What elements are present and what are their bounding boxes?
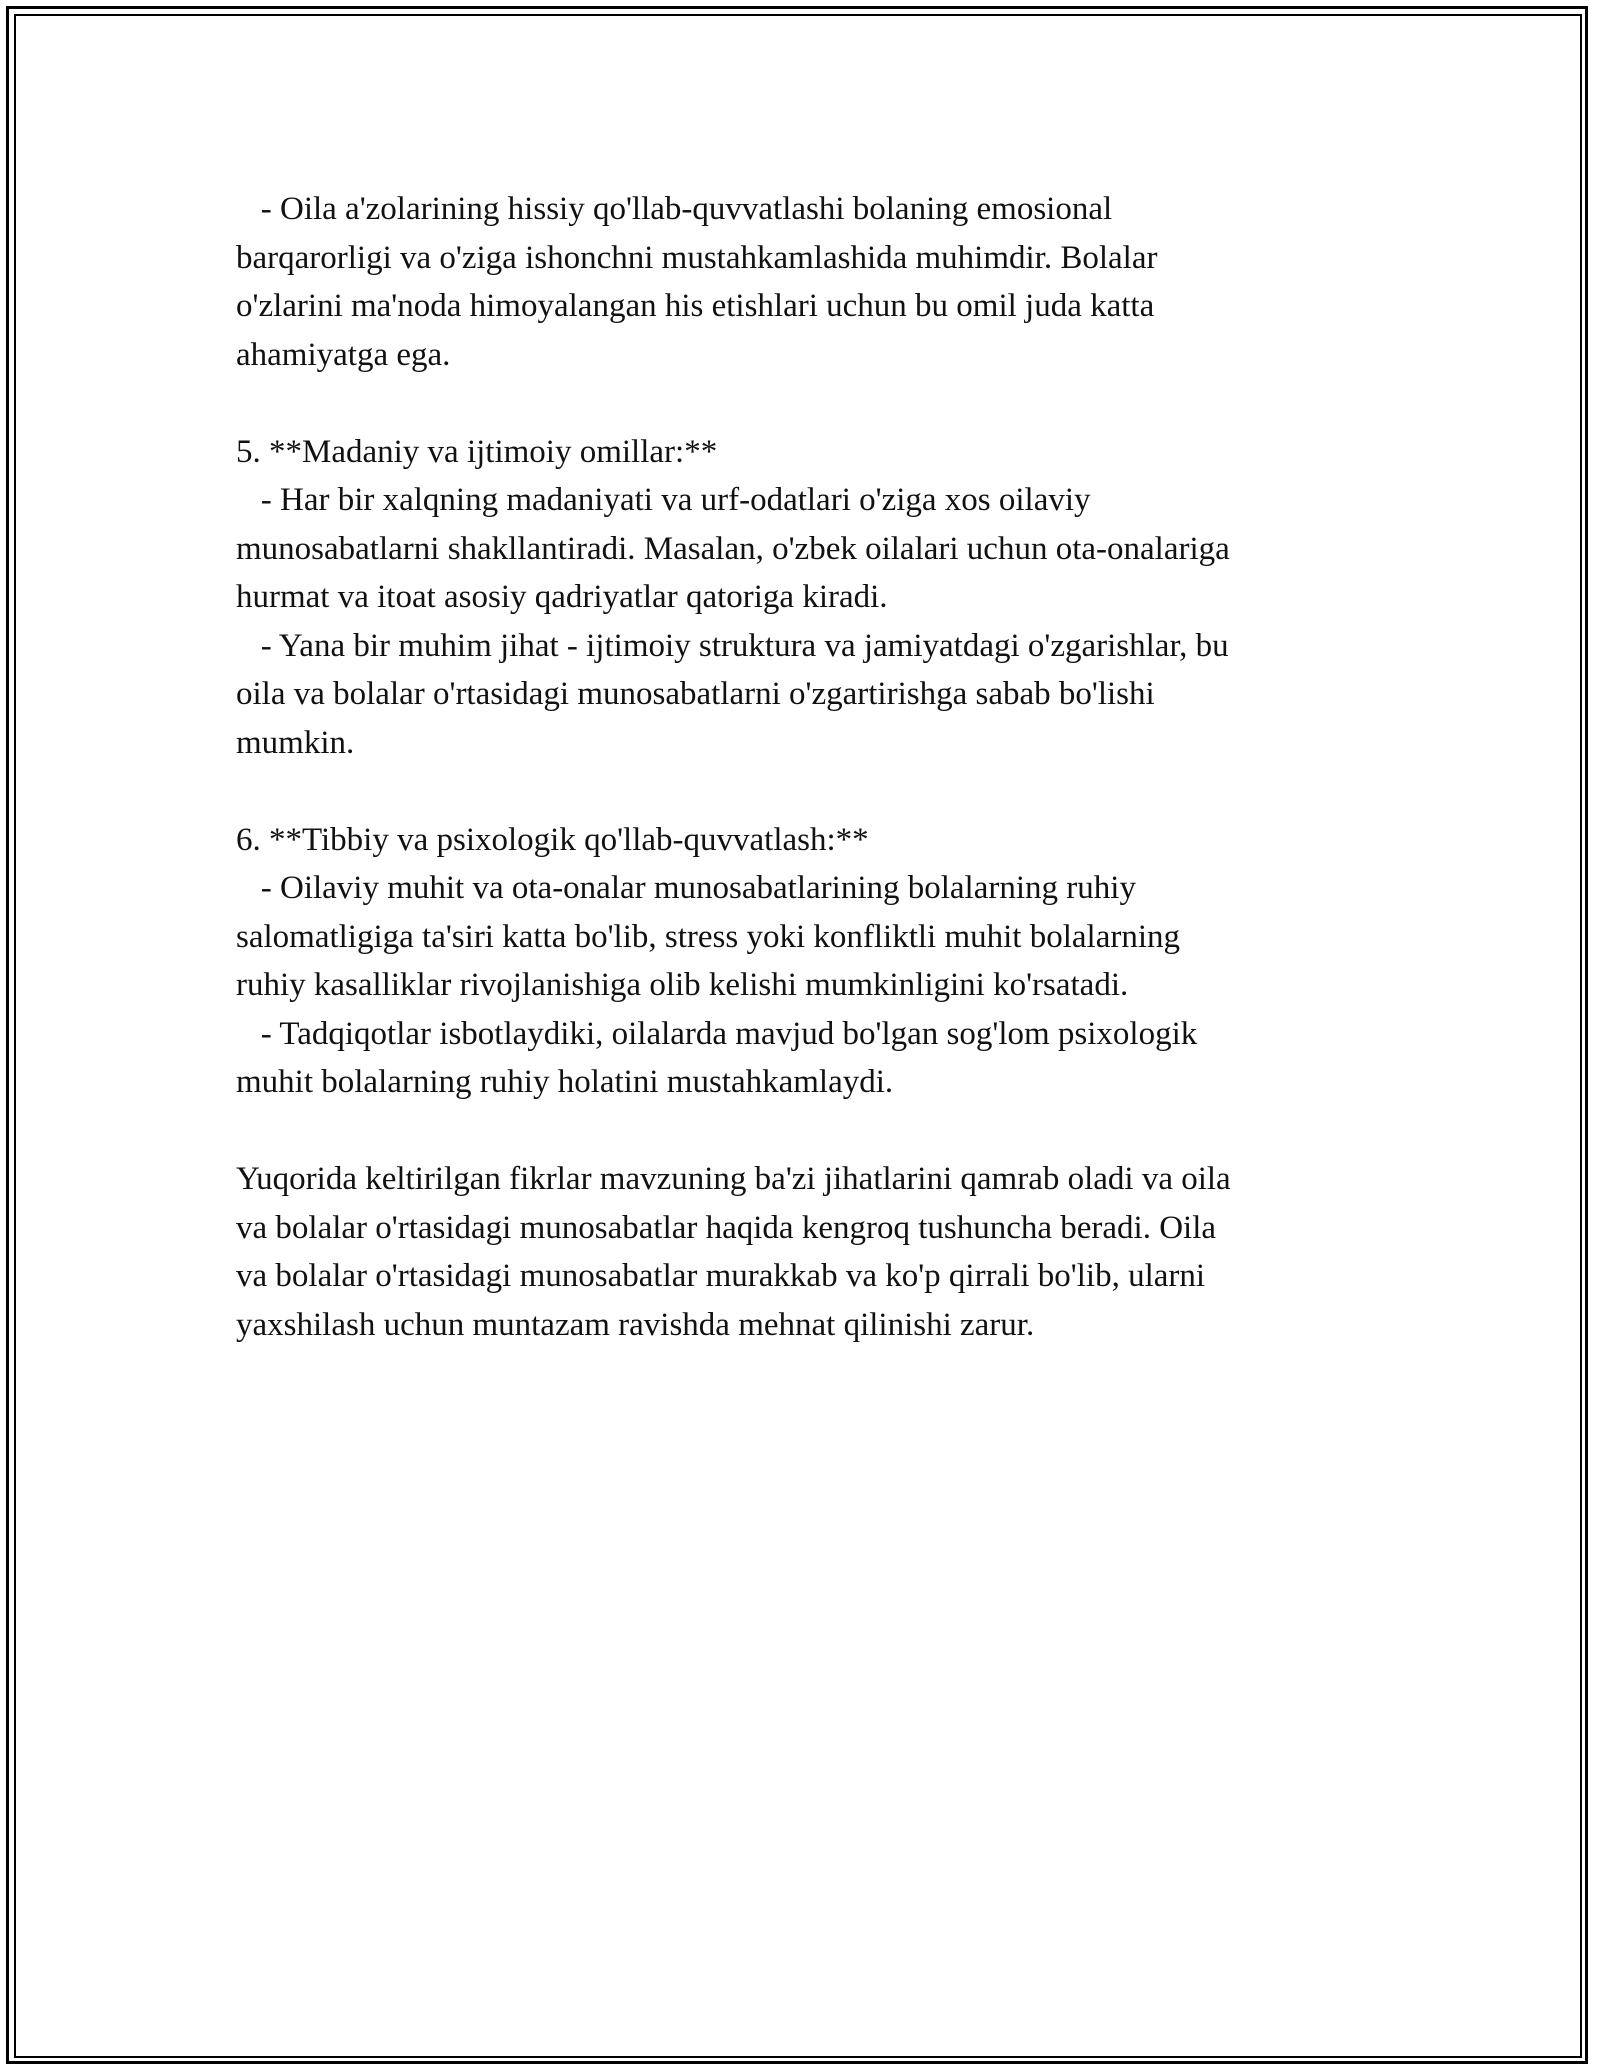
text-line: salomatligiga ta'siri katta bo'lib, stress yoki konfliktli muhit bolalarning xyxy=(236,918,1181,955)
text-line: oila va bolalar o'rtasidagi munosabatlarni o'zgartirishga sabab bo'lishi xyxy=(236,676,1155,712)
text-line: va bolalar o'rtasidagi munosabatlar haqida kengroq tushuncha beradi. Oila xyxy=(236,1209,1217,1246)
section-5-heading: 5. **Madaniy va ijtimoiy omillar:** xyxy=(236,433,718,470)
text-line: - Tadqiqotlar isbotlaydiki, oilalarda mavjud bo'lgan sog'lom psixologik xyxy=(236,1015,1198,1052)
conclusion-paragraph xyxy=(236,1155,1386,1349)
text-line: barqarorligi va o'ziga ishonchni mustahkamlashida muhimdir. Bolalar xyxy=(236,239,1158,276)
section-5 xyxy=(236,428,1386,768)
text-line: hurmat va itoat asosiy qadriyatlar qatoriga kiradi. xyxy=(236,579,888,615)
text-line: - Yana bir muhim jihat - ijtimoiy struktura va jamiyatdagi o'zgarishlar, bu xyxy=(236,627,1229,664)
text-line: mumkin. xyxy=(236,724,355,761)
text-line: yaxshilash uchun muntazam ravishda mehnat qilinishi zarur. xyxy=(236,1306,1035,1343)
text-line: o'zlarini ma'noda himoyalangan his etishlari uchun bu omil juda katta xyxy=(236,288,1155,324)
text-line: ahamiyatga ega. xyxy=(236,336,451,373)
text-line: - Oila a'zolarining hissiy qo'llab-quvvatlashi bolaning emosional xyxy=(236,191,1113,227)
text-line: munosabatlarni shakllantiradi. Masalan, o'zbek oilalari uchun ota-onalariga xyxy=(236,530,1230,567)
paragraph-gap xyxy=(236,1107,1386,1156)
text-line: - Har bir xalqning madaniyati va urf-odatlari o'ziga xos oilaviy xyxy=(236,482,1091,518)
text-line: ruhiy kasalliklar rivojlanishiga olib kelishi mumkinligini ko'rsatadi. xyxy=(236,967,1129,1003)
text-line: va bolalar o'rtasidagi munosabatlar murakkab va ko'p qirrali bo'lib, ularni xyxy=(236,1258,1206,1294)
text-line: muhit bolalarning ruhiy holatini mustahkamlaydi. xyxy=(236,1064,894,1100)
paragraph-gap xyxy=(236,379,1386,428)
text-line: - Oilaviy muhit va ota-onalar munosabatlarining bolalarning ruhiy xyxy=(236,870,1136,906)
paragraph-support xyxy=(236,185,1386,379)
text-line: Yuqorida keltirilgan fikrlar mavzuning ba'zi jihatlarini qamrab oladi va oila xyxy=(236,1161,1231,1197)
section-6 xyxy=(236,816,1386,1107)
paragraph-gap xyxy=(236,767,1386,816)
document-body xyxy=(236,185,1386,1349)
section-6-heading: 6. **Tibbiy va psixologik qo'llab-quvvatlash:** xyxy=(236,821,869,858)
